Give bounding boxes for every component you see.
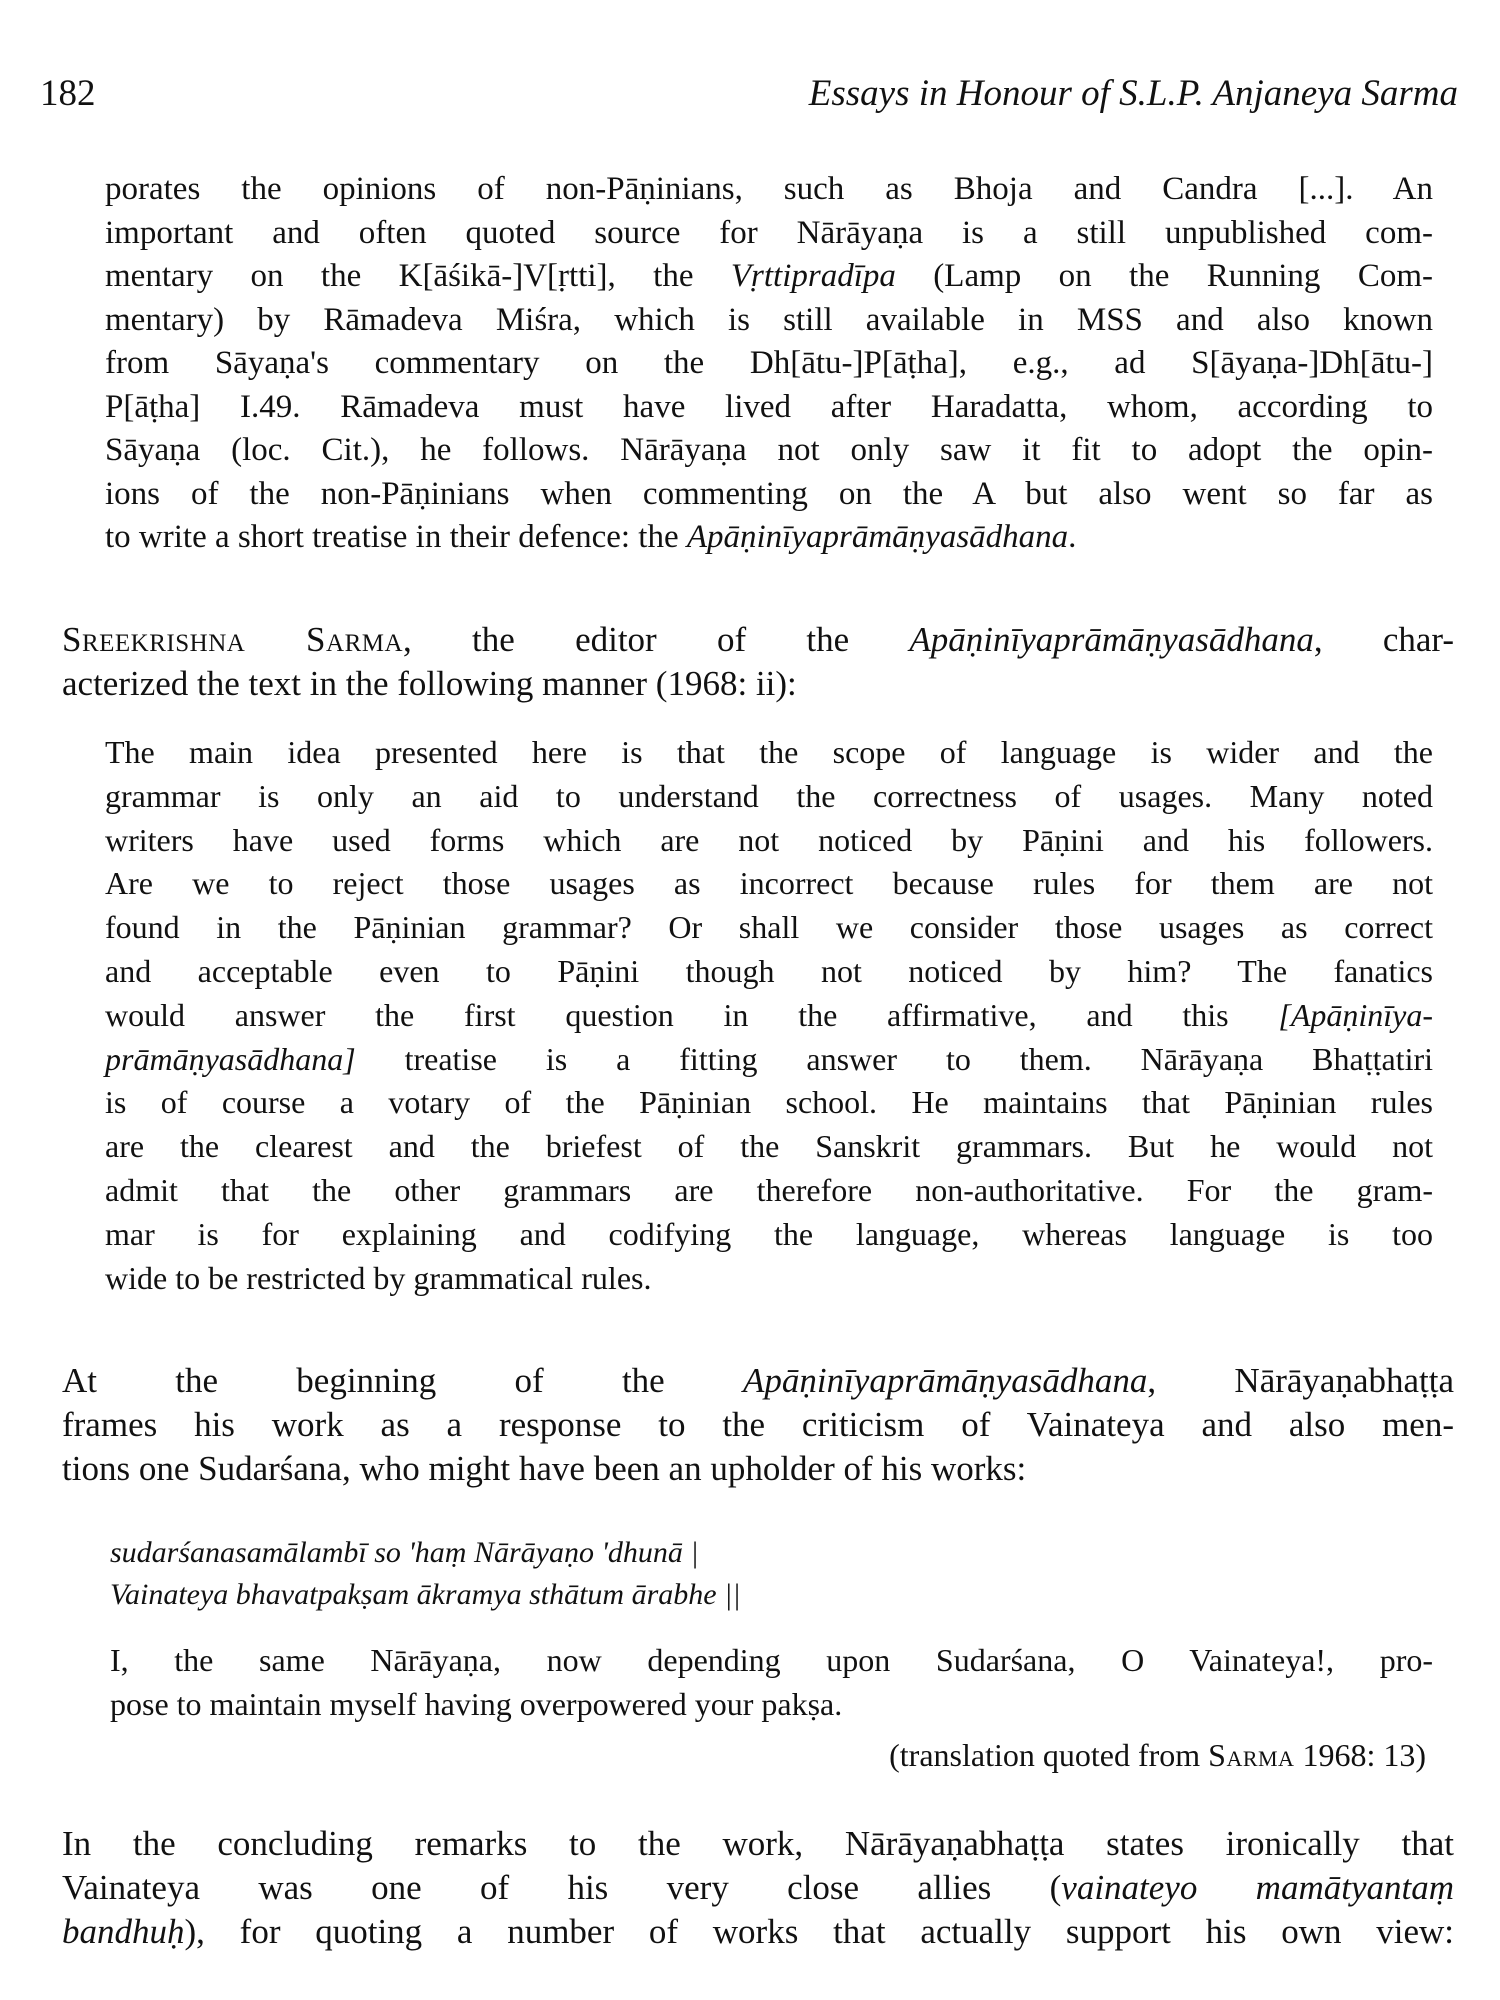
paragraph-beginning (62, 1359, 1454, 1491)
text-line: tions one Sudarśana, who might have been an upholder of his works: (62, 1449, 1027, 1488)
verse-translation (110, 1638, 1433, 1726)
page-number: 182 (40, 73, 96, 114)
quote-line: would answer the first question in the affirmative, and this [Apāṇinīya- (105, 996, 1433, 1033)
translation-line: pose to maintain myself having overpowered your pakṣa. (110, 1686, 843, 1722)
quote-line: admit that the other grammars are therefore non-authoritative. For the gram- (105, 1171, 1433, 1208)
quote-line: grammar is only an aid to understand the correctness of usages. Many noted (105, 777, 1433, 814)
text-line: acterized the text in the following manner (1968: ii): (62, 664, 797, 703)
text-line: P[āṭha] I.49. Rāmadeva must have lived after Haradatta, whom, according to (105, 388, 1433, 425)
text-line: frames his work as a response to the criticism of Vainateya and also men- (62, 1405, 1454, 1444)
quote-line: wide to be restricted by grammatical rules. (105, 1259, 652, 1296)
work-title: [Apāṇinīya- (1278, 996, 1433, 1033)
quote-line: are the clearest and the briefest of the Sanskrit grammars. But he would not (105, 1128, 1433, 1165)
quote-line: prāmāṇyasādhana] treatise is a fitting answer to them. Nārāyaṇa Bhaṭṭatiri (105, 1040, 1433, 1077)
author-name: Sarma (1208, 1737, 1295, 1773)
quote-line: is of course a votary of the Pāṇinian school. He maintains that Pāṇinian rules (105, 1084, 1433, 1121)
translation-citation: (translation quoted from Sarma 1968: 13) (889, 1737, 1426, 1773)
quote-line: found in the Pāṇinian grammar? Or shall we consider those usages as correct (105, 909, 1433, 946)
paragraph-concluding (62, 1822, 1454, 1954)
quote-line: and acceptable even to Pāṇini though not noticed by him? The fanatics (105, 952, 1433, 989)
paragraph-intro (62, 618, 1454, 706)
work-title: Apāṇinīyaprāmāṇyasādhana (742, 1361, 1148, 1400)
work-title: Apāṇinīyaprāmāṇyasādhana (686, 519, 1069, 555)
quote-line: Are we to reject those usages as incorrect because rules for them are not (105, 865, 1433, 902)
paragraph-continuation (105, 168, 1433, 560)
quote-line: mar is for explaining and codifying the language, whereas language is too (105, 1215, 1433, 1252)
work-title: Apāṇinīyaprāmāṇyasādhana (909, 620, 1314, 659)
text-line: from Sāyaṇa's commentary on the Dh[ātu-]P[āṭha], e.g., ad S[āyaṇa-]Dh[ātu-] (105, 345, 1433, 381)
text-line: ions of the non-Pāṇinians when commenting on the A but also went so far as (105, 475, 1433, 512)
text-line: Sāyaṇa (loc. Cit.), he follows. Nārāyaṇa not only saw it fit to adopt the opin- (105, 432, 1433, 468)
text-line: At the beginning of the Apāṇinīyaprāmāṇyasādhana, Nārāyaṇabhaṭṭa (62, 1361, 1455, 1400)
sanskrit-verse (110, 1532, 1310, 1616)
text-line: Sreekrishna Sarma, the editor of the Apāṇinīyaprāmāṇyasādhana, char- (62, 620, 1455, 659)
text-line: mentary) by Rāmadeva Miśra, which is still available in MSS and also known (105, 301, 1433, 338)
verse-line: sudarśanasamālambī so 'haṃ Nārāyaṇo 'dhunā | (110, 1536, 699, 1569)
translation-line: I, the same Nārāyaṇa, now depending upon Sudarśana, O Vainateya!, pro- (110, 1642, 1433, 1678)
text-line: bandhuḥ), for quoting a number of works that actually support his own view: (62, 1912, 1454, 1951)
verse-line: Vainateya bhavatpakṣam ākramya sthātum ārabhe || (110, 1578, 741, 1611)
work-title: Vṛttipradīpa (730, 258, 896, 294)
quote-line: writers have used forms which are not noticed by Pāṇini and his followers. (105, 821, 1433, 858)
sanskrit-phrase: bandhuḥ (62, 1912, 185, 1951)
text-line: porates the opinions of non-Pāṇinians, such as Bhoja and Candra [...]. An (105, 171, 1433, 207)
quote-line: The main idea presented here is that the scope of language is wider and the (105, 734, 1433, 770)
running-title: Essays in Honour of S.L.P. Anjaneya Sarma (808, 73, 1458, 114)
text-line: important and often quoted source for Nārāyaṇa is a still unpublished com- (105, 214, 1433, 251)
text-line: In the concluding remarks to the work, Nārāyaṇabhaṭṭa states ironically that (62, 1824, 1454, 1863)
text-line: mentary on the K[āśikā-]V[ṛtti], the Vṛttipradīpa (Lamp on the Running Com- (105, 258, 1433, 294)
text-line: to write a short treatise in their defence: the Apāṇinīyaprāmāṇyasādhana. (105, 519, 1077, 555)
author-name: Sreekrishna Sarma (62, 620, 404, 659)
text-line: Vainateya was one of his very close allies (vainateyo mamātyantaṃ (62, 1868, 1454, 1907)
work-title: prāmāṇyasādhana] (105, 1040, 356, 1077)
sanskrit-phrase: vainateyo mamātyantaṃ (1061, 1868, 1454, 1907)
page-header (40, 72, 1458, 122)
block-quote (105, 731, 1433, 1300)
